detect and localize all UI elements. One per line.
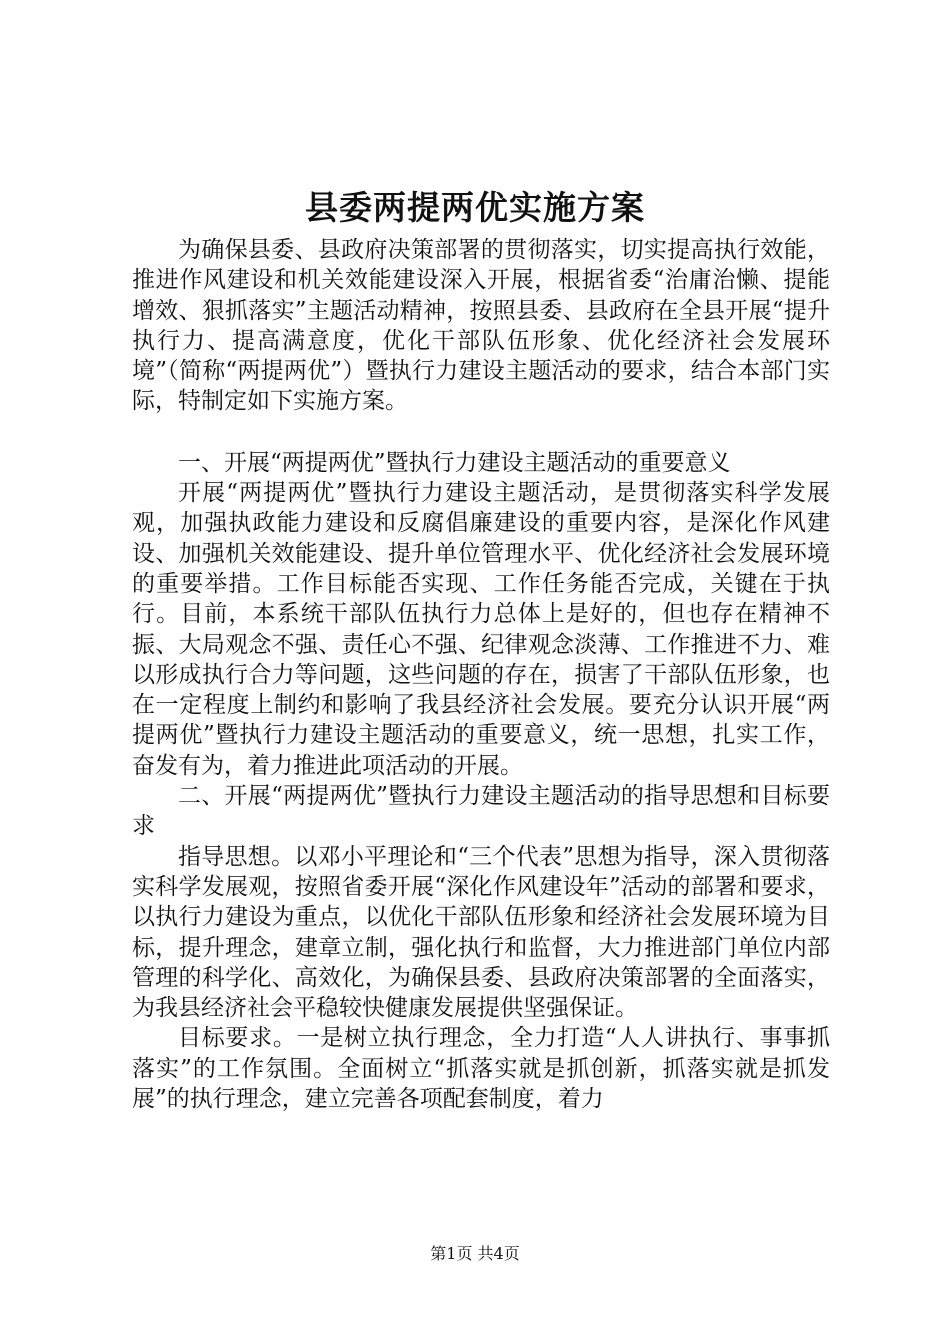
intro-paragraph: 为确保县委、县政府决策部署的贯彻落实，切实提高执行效能，推进作风建设和机关效能建设深入开展，根据省委“治庸治懒、提能增效、狠抓落实”主题活动精神，按照县委、县政府在全县开展“提升执行力、提高满意度，优化干部队伍形象、优化经济社会发展环境”（简称“两提两优”）暨执行力建设主题活动的要求，结合本部门实际，特制定如下实施方案。 [132, 237, 830, 415]
section-heading-1: 一、开展“两提两优”暨执行力建设主题活动的重要意义 [178, 449, 731, 476]
section-1-paragraph: 开展“两提两优”暨执行力建设主题活动，是贯彻落实科学发展观，加强执政能力建设和反腐倡廉建设的重要内容，是深化作风建设、加强机关效能建设、提升单位管理水平、优化经济社会发展环境的重要举措。工作目标能否实现、工作任务能否完成，关键在于执行。目前，本系统干部队伍执行力总体上是好的，但也存在精神不振、大局观念不强、责任心不强、纪律观念淡薄、工作推进不力、难以形成执行合力等问题，这些问题的存在，损害了干部队伍形象，也在一定程度上制约和影响了我县经济社会发展。要充分认识开展“两提两优”暨执行力建设主题活动的重要意义，统一思想，扎实工作，奋发有为，着力推进此项活动的开展。 [132, 480, 830, 779]
guiding-thought-paragraph: 指导思想。以邓小平理论和“三个代表”思想为指导，深入贯彻落实科学发展观，按照省委开展“深化作风建设年”活动的部署和要求，以执行力建设为重点，以优化干部队伍形象和经济社会发展环境为目标，提升理念，建章立制，强化执行和监督，大力推进部门单位内部管理的科学化、高效化，为确保县委、县政府决策部署的全面落实，为我县经济社会平稳较快健康发展提供坚强保证。 [132, 843, 830, 1022]
document-title: 县委两提两优实施方案 [305, 188, 645, 227]
page-number-footer: 第1页 共4页 [430, 1244, 520, 1263]
document-body [132, 235, 830, 1114]
goal-requirements-paragraph: 目标要求。一是树立执行理念，全力打造“人人讲执行、事事抓落实”的工作氛围。全面树立“抓落实就是抓创新，抓落实就是抓发展”的执行理念，建立完善各项配套制度，着力 [132, 1025, 830, 1113]
section-heading-2: 二、开展“两提两优”暨执行力建设主题活动的指导思想和目标要求 [132, 783, 830, 840]
